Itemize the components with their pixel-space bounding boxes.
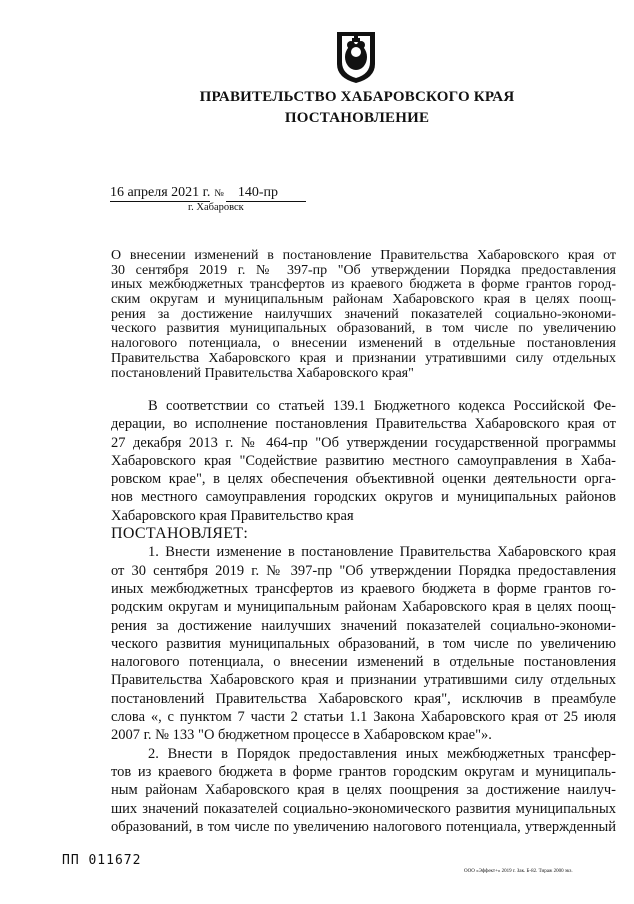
body-line: постановлений Правительства Хабаровского края", исключив в преамбуле	[111, 690, 616, 707]
body-line: родским округам и муниципальным районам Хабаровского края в целях поощ-	[111, 599, 616, 616]
title-line: постановлений Правительства Хабаровского края"	[111, 365, 414, 381]
title-line: Правительства Хабаровского края и признании утратившими силу отдельных	[111, 350, 616, 366]
body-line: иных межбюджетных трансфертов из краевого бюджета в форме грантов го-	[111, 580, 616, 597]
serial-stamp: ПП 011672	[62, 853, 142, 868]
printer-imprint: ООО «Эффект+» 2019 г. Зак. Б-82. Тираж 2000 экз.	[464, 869, 573, 874]
body-line: Правительства Хабаровского края и признании утратившими силу отдельных	[111, 672, 616, 689]
body-line: образований, в том числе по увеличению налогового потенциала, утвержденный	[111, 818, 616, 835]
title-line: ческого развития муниципальных образований, в том числе по увеличению	[111, 321, 616, 337]
body-line: В соответствии со статьей 139.1 Бюджетного кодекса Российской Фе-	[148, 398, 616, 414]
coat-of-arms-icon	[333, 30, 379, 84]
body-line: ным районам Хабаровского края в целях поощрения за достижение наилуч-	[111, 782, 616, 799]
body-line: Хабаровского края Правительство края	[111, 507, 354, 524]
title-line: налогового потенциала, о внесении изменений в отдельные постановления	[111, 336, 616, 352]
body-line: 1. Внести изменение в постановление Правительства Хабаровского края	[148, 544, 616, 561]
body-line: ровском крае", в целях обеспечения объективной оценки деятельности орга-	[111, 471, 616, 488]
body-line: 27 декабря 2013 г. № 464-пр "Об утверждении государственной программы	[111, 434, 616, 451]
resolves-heading: ПОСТАНОВЛЯЕТ:	[111, 525, 249, 543]
document-type-heading: ПОСТАНОВЛЕНИЕ	[284, 110, 430, 126]
title-line: О внесении изменений в постановление Правительства Хабаровского края от	[111, 248, 616, 263]
document-title	[111, 249, 616, 381]
title-line: рения за достижение наилучших значений показателей социально-экономи-	[111, 306, 616, 322]
body-line: 2. Внести в Порядок предоставления иных межбюджетных трансфер-	[148, 745, 616, 762]
title-line: 30 сентября 2019 г. № 397-пр "Об утверждении Порядка предоставления	[111, 262, 616, 278]
body-line: Хабаровского края "Содействие развитию местного самоуправления в Хаба-	[111, 452, 616, 469]
body-line: слова «, с пунктом 7 части 2 статьи 1.1 Закона Хабаровского края от 25 июля	[111, 709, 616, 726]
document-body	[111, 397, 616, 836]
government-heading: ПРАВИТЕЛЬСТВО ХАБАРОВСКОГО КРАЯ	[199, 89, 515, 105]
body-line: от 30 сентября 2019 г. № 397-пр "Об утверждении Порядка предоставления	[111, 562, 616, 579]
date-number-line	[110, 185, 306, 202]
body-line: нов местного самоуправления городских округов и муниципальных районов	[111, 489, 616, 506]
document-city: г. Хабаровск	[188, 202, 244, 213]
title-line: ским округам и муниципальным районам Хабаровского края в целях поощ-	[111, 292, 616, 308]
number-sign: №	[214, 188, 224, 199]
body-line: дерации, во исполнение постановления Правительства Хабаровского края от	[111, 416, 616, 433]
body-line: 2007 г. № 133 "О бюджетном процессе в Хабаровском крае"».	[111, 727, 492, 744]
document-date: 16 апреля 2021 г.	[110, 185, 211, 200]
title-line: иных межбюджетных трансфертов из краевого бюджета в форме грантов город-	[111, 277, 616, 293]
document-number: 140-пр	[226, 185, 306, 202]
body-line: рения за достижение наилучших значений показателей социально-экономи-	[111, 617, 616, 634]
body-line: ших значений показателей социально-экономического развития муниципальных	[111, 800, 616, 817]
body-line: ческого развития муниципальных образований, в том числе по увеличению	[111, 635, 616, 652]
body-line: налогового потенциала, о внесении изменений в отдельные постановления	[111, 654, 616, 671]
body-line: тов из краевого бюджета в форме грантов городским округам и муниципаль-	[111, 763, 616, 780]
